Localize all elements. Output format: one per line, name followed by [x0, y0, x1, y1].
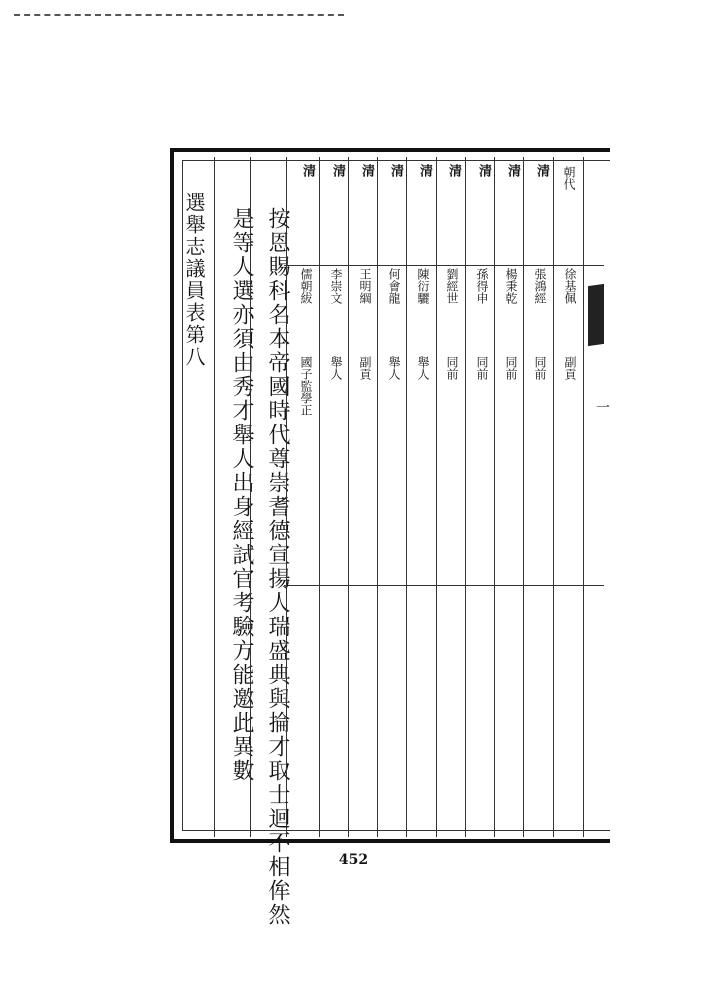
row-dynasty: 清 — [388, 164, 403, 177]
column-divider — [406, 157, 407, 837]
row-rank: 舉人 — [387, 356, 401, 380]
column-divider — [465, 157, 466, 837]
note-line-1: 按恩賜科名本帝國時代尊崇耆德宣揚人瑞盛典與掄才取士迴不相侔然 — [265, 207, 290, 927]
scan-edge-dashes — [14, 14, 344, 16]
row-dynasty: 清 — [417, 164, 432, 177]
row-name: 孫得申 — [475, 268, 489, 304]
column-divider — [494, 157, 495, 837]
row-rank: 副貢 — [563, 356, 577, 380]
row-rank: 國子監學正 — [299, 356, 313, 416]
section-title: 選舉志議員表第八 — [182, 192, 206, 368]
row-name: 楊秉乾 — [504, 268, 518, 304]
row-name: 徐基佩 — [563, 268, 577, 304]
row-name: 劉經世 — [445, 268, 459, 304]
column-divider — [319, 157, 320, 837]
column-divider — [523, 157, 524, 837]
row-rank: 舉人 — [329, 356, 343, 380]
row-dynasty: 清 — [330, 164, 345, 177]
row-name: 何會龍 — [387, 268, 401, 304]
lower-row-divider — [284, 585, 604, 586]
name-row-divider — [284, 265, 604, 266]
row-dynasty: 清 — [359, 164, 374, 177]
row-rank: 副貢 — [358, 356, 372, 380]
row-dynasty: 清 — [505, 164, 520, 177]
column-divider — [286, 157, 287, 837]
note-line-2: 是等人選亦須由秀才舉人出身經試官考驗方能邀此異數 — [229, 207, 254, 783]
column-divider — [377, 157, 378, 837]
column-divider — [250, 157, 251, 837]
edge-mark: 一 — [594, 400, 610, 414]
row-rank: 舉人 — [416, 356, 430, 380]
column-divider — [553, 157, 554, 837]
row-name: 陳衍驪 — [416, 268, 430, 304]
row-dynasty: 清 — [300, 164, 315, 177]
scan-artifact — [588, 284, 604, 346]
column-divider — [214, 157, 215, 837]
row-dynasty: 清 — [534, 164, 549, 177]
row-name: 張鴻經 — [533, 268, 547, 304]
column-divider — [348, 157, 349, 837]
row-name: 儒朝紱 — [299, 268, 313, 304]
row-dynasty: 清 — [446, 164, 461, 177]
header-dynasty: 朝代 — [562, 166, 576, 190]
row-name: 李崇文 — [329, 268, 343, 304]
column-divider — [583, 157, 584, 837]
column-divider — [436, 157, 437, 837]
row-rank: 同前 — [475, 356, 489, 380]
page-number: 452 — [338, 852, 369, 868]
row-rank: 同前 — [533, 356, 547, 380]
row-dynasty: 清 — [476, 164, 491, 177]
row-rank: 同前 — [445, 356, 459, 380]
row-rank: 同前 — [504, 356, 518, 380]
row-name: 王明綱 — [358, 268, 372, 304]
